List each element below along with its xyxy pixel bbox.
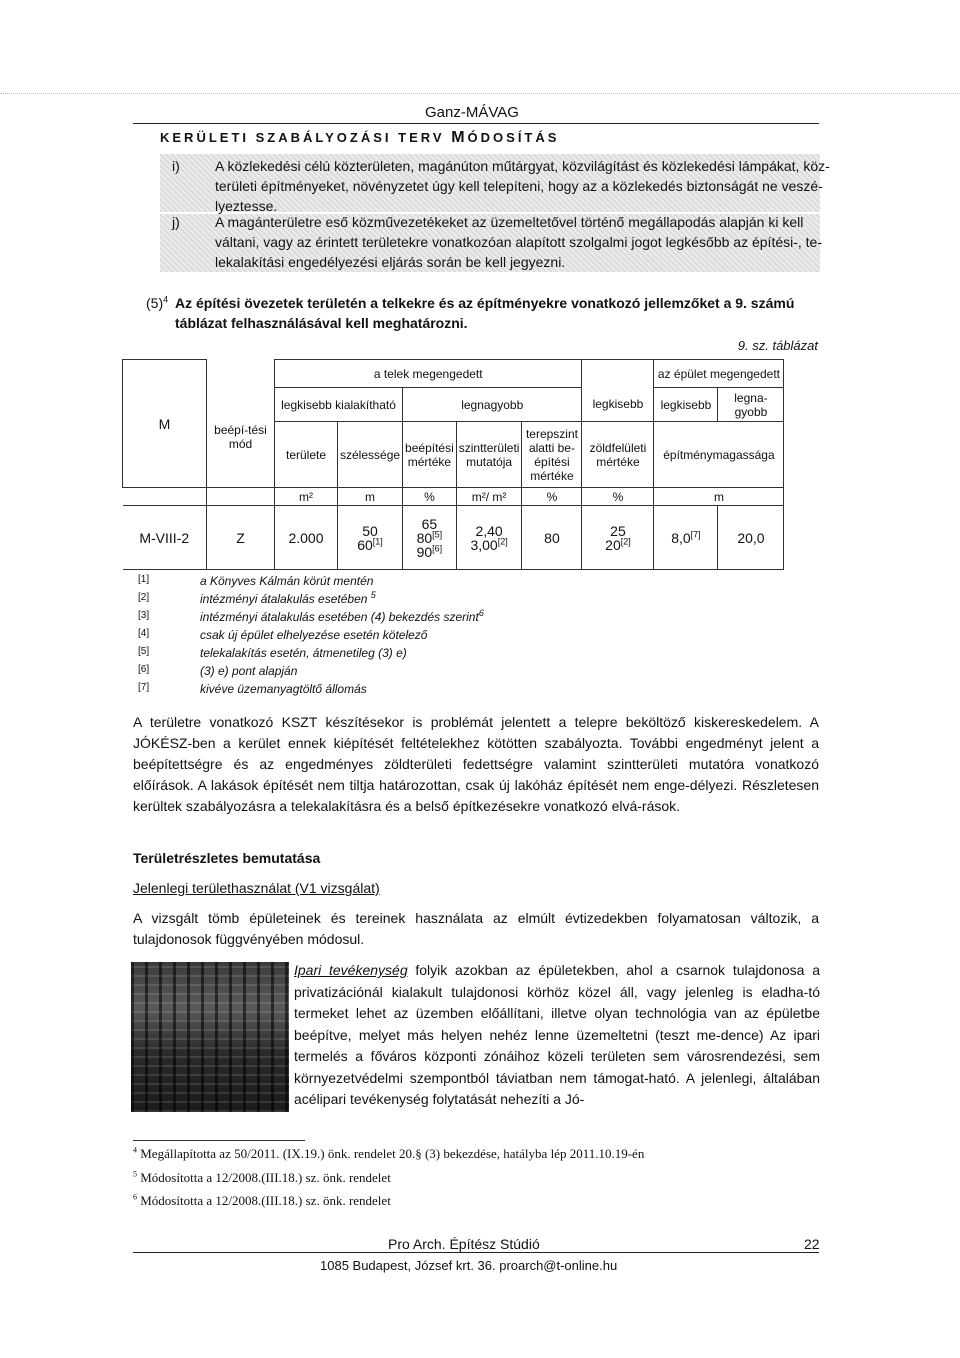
col-header-szelessege: szélessége [338,422,403,488]
header-title-capital: M [451,129,468,146]
cell-terepszint: 80 [522,506,582,570]
empty-cell [582,360,654,388]
page-number: 22 [804,1236,820,1252]
col-header-zoldfeluleti: zöldfelületi mértéke [582,422,654,488]
header-legkisebb-zold: legkisebb [582,388,654,422]
note-text: intézményi átalakulás esetében (4) bekezdés szerint$^6$ [200,608,484,624]
unit-beep: % [403,488,457,506]
section-heading: Területrészletes bemutatása [133,850,321,866]
note-text: intézményi átalakulás esetében $^5$ [200,590,376,606]
footnote-5: $^5$ Módosította a 12/2008.(III.18.) sz. önk. rendelet [133,1169,391,1185]
paragraph-lead: Ipari tevékenység [294,962,408,978]
note-mark: [1] [138,574,150,585]
cell-mag-max: 20,0 [718,506,784,570]
footnote-4: $^4$ Megállapította az 50/2011. (IX.19.) önk. rendelet 20.§ (3) bekezdése, hatályba lép 2011.10.19-én [133,1145,645,1161]
col-header-terulete: területe [275,422,338,488]
unit-terulet: m² [275,488,338,506]
scan-artifact-line [0,93,960,94]
header-title-part: KERÜLETI SZABÁLYOZÁSI TERV [160,130,452,145]
body-paragraph-2: A vizsgált tömb épületeinek és tereinek használata az elmúlt évtizedekben folyamatosan változik, a tulajdonosok függvényében módosul. [133,910,819,947]
header-telek: a telek megengedett [275,360,582,388]
header-kialakithato: legkisebb kialakítható [275,388,403,422]
empty-cell [207,488,275,506]
footer-studio: Pro Arch. Építész Stúdió [388,1236,540,1252]
unit-zold: % [582,488,654,506]
zoning-table [122,359,784,570]
cell-mag-min: 8,0[7] [654,506,718,570]
note-mark: [3] [138,610,150,621]
note-text: a Könyves Kálmán körút mentén [200,574,374,588]
cell-zoldfeluleti: 25 20[2] [582,506,654,570]
note-mark: [6] [138,664,150,675]
paragraph-body: folyik azokban az épületekben, ahol a csarnok tulajdonosa a privatizációnál kialakult tulajdonosi körhöz közel áll, vagy jelenleg is eladha-tó termeket lehet az üzemben előállítani, illetve olyan technológia van az épületbe beépítve, melyet más helyen nehéz lenne üzemeltetni (teszt me-dence) Az ipari termelés a főváros központi zónáihoz közeli területen sem városrendezési, sem környezetvédelmi szempontból táviatban nem támogat-ható. A jelenlegi, általában acélipari tevékenység folytatását nehezíti a Jó- [294,962,820,1107]
paragraph-number: $(5)^4$ [146,294,169,311]
note-text: csak új épület elhelyezése esetén kötelező [200,628,428,642]
list-item-i [172,156,832,216]
header-title-rest: ÓDOSÍTÁS [467,130,560,145]
cell-szelesseg: 50 60[1] [338,506,403,570]
col-header-epitmenymagassag: építménymagassága [654,422,784,488]
empty-cell [207,360,275,388]
unit-mag: m [654,488,784,506]
cell-beepitesi: 65 80[5] 90[6] [403,506,457,570]
cell-mod: Z [207,506,275,570]
col-header-terepszint: terepszint alatti be-építési mértéke [522,422,582,488]
body-paragraph-1: A területre vonatkozó KSZT készítésekor is problémát jelentett a telepre beköltöző kiskereskedelem. A JÓKÉSZ-ben a kerület ennek kiépítését feltételekhez kötötten szabályozta. További engedményt jelent a beépítettségre és az engedményes zöldterületi fedettségre valamint szintterületi mutatóra vonatkozó előírások. A lakások építését nem tiltja határozottan, csak új lakóház építését nem enge-délyezi. Részletesen kerültek szabályozásra a telekalakításra és a belső építkezésekre vonatkozó elvá-rások. [133,714,819,814]
footer-address: 1085 Budapest, József krt. 36. proarch@t-online.hu [320,1258,618,1273]
header-rule [133,123,819,124]
item-text: A közlekedési célú közterületen, magánúton műtárgyat, közvilágítást és közlekedési lámpákat, köz-területi építményeket, növényzetet úgy kell telepíteni, hogy az a közlekedés biztonságát ne veszé-lyeztesse. [215,158,830,214]
table-note [138,643,538,661]
col-header-beepitesi-mod: beépí-tési mód [207,388,275,488]
item-text: A magánterületre eső közművezetékeket az üzemeltetővel történő megállapodás alapján ki kell váltani, vagy az érintett területekre vonatkozóan alapított szolgalmi jogot legkésőbb az építési-, te-lekalakítási engedélyezési eljárás során be kell jegyezni. [215,214,823,270]
empty-cell [123,488,207,506]
header-legnagyobb: legnagyobb [403,388,582,422]
footnote-6: $^6$ Módosította a 12/2008.(III.18.) sz. önk. rendelet [133,1192,391,1208]
list-item-j [172,212,832,272]
item-label: i) [172,158,180,174]
cell-zone: M-VIII-2 [123,506,207,570]
footer-rule [133,1252,819,1253]
industrial-hall-photo [131,962,289,1112]
unit-szint: m²/ m² [456,488,522,506]
paragraph-text: Az építési övezetek területén a telkekre és az építményekre vonatkozó jellemzőket a 9. számú táblázat felhasználásával kell meghatározni. [175,295,795,331]
photo-side-paragraph [294,960,820,1111]
header-epulet: az épület megengedett [654,360,784,388]
table-note [138,571,538,589]
table-note [138,661,538,679]
table-note [138,679,538,697]
header-company: Ganz-MÁVAG [425,104,519,121]
note-text: telekalakítás esetén, átmenetileg (3) e) [200,646,407,660]
cell-szintteruleti: 2,40 3,00[2] [456,506,522,570]
col-header-beepitesi-merteke: beépítési mértéke [403,422,457,488]
note-mark: [4] [138,628,150,639]
unit-szelesseg: m [338,488,403,506]
note-text: (3) e) pont alapján [200,664,298,678]
table-note [138,607,538,625]
header-title [160,129,559,147]
table-row [123,506,784,570]
header-legkisebb-mag: legkisebb [654,388,718,422]
table-note [138,625,538,643]
cell-terulet: 2.000 [275,506,338,570]
table-caption: 9. sz. táblázat [737,338,818,353]
table-notes [138,571,538,697]
col-header-szintteruleti: szintterületi mutatója [456,422,522,488]
note-mark: [2] [138,592,150,603]
col-header-m: M [123,360,207,488]
unit-terep: % [522,488,582,506]
footnote-separator [133,1140,305,1141]
table-note [138,589,538,607]
subsection-heading: Jelenlegi területhasználat (V1 vizsgálat) [133,880,380,896]
note-mark: [7] [138,682,150,693]
item-label: j) [172,214,180,230]
header-legnagyobb-mag: legna-gyobb [718,388,784,422]
note-text: kivéve üzemanyagtöltő állomás [200,682,367,696]
note-mark: [5] [138,646,150,657]
